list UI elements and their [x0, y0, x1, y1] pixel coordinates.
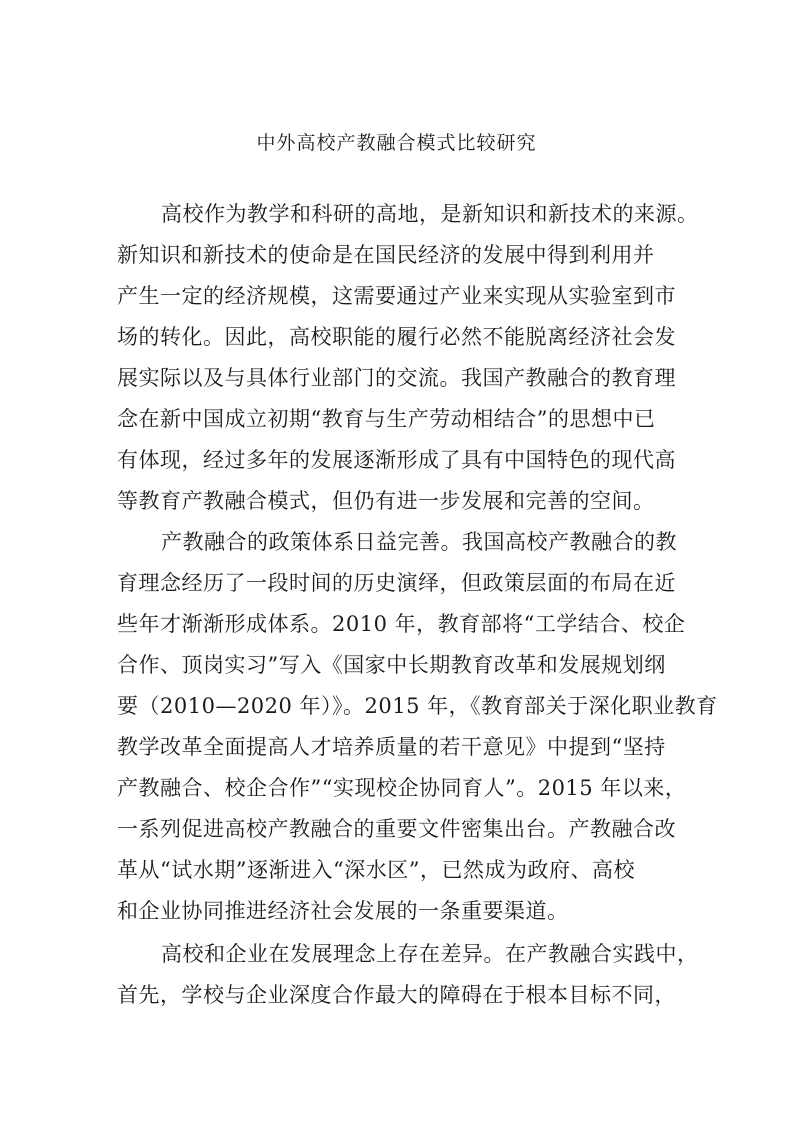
paragraph-line: 些年才渐渐形成体系。2010 年，教育部将“工学结合、校企	[117, 612, 686, 636]
paragraph-line: 和企业协同推进经济社会发展的一条重要渠道。	[117, 899, 569, 923]
paragraph-line: 一系列促进高校产教融合的重要文件密集出台。产教融合改	[117, 817, 676, 841]
paragraph-line: 等教育产教融合模式，但仍有进一步发展和完善的空间。	[117, 489, 655, 513]
paragraph-line: 要（2010—2020 年）》。2015 年，《教育部关于深化职业教育	[117, 694, 718, 718]
paragraph-line: 合作、顶岗实习”写入《国家中长期教育改革和发展规划纲	[117, 653, 666, 677]
paragraph-line: 高校作为教学和科研的高地，是新知识和新技术的来源。	[161, 202, 699, 226]
paragraph-line: 场的转化。因此，高校职能的履行必然不能脱离经济社会发	[117, 325, 676, 349]
paragraph-line: 展实际以及与具体行业部门的交流。我国产教融合的教育理	[117, 366, 676, 390]
document-title: 中外高校产教融合模式比较研究	[256, 132, 537, 154]
paragraph-line: 新知识和新技术的使命是在国民经济的发展中得到利用并	[117, 243, 655, 267]
paragraph-line: 产生一定的经济规模，这需要通过产业来实现从实验室到市	[117, 284, 676, 308]
paragraph-line: 首先，学校与企业深度合作最大的障碍在于根本目标不同，	[117, 983, 676, 1007]
paragraph-line: 有体现，经过多年的发展逐渐形成了具有中国特色的现代高	[117, 448, 676, 472]
paragraph-line: 革从“试水期”逐渐进入“深水区”，已然成为政府、高校	[117, 858, 635, 882]
paragraph-line: 教学改革全面提高人才培养质量的若干意见》中提到“坚持	[117, 735, 666, 759]
paragraph-line: 高校和企业在发展理念上存在差异。在产教融合实践中，	[161, 942, 699, 966]
paragraph-line: 产教融合的政策体系日益完善。我国高校产教融合的教	[161, 530, 677, 554]
paragraph-line: 产教融合、校企合作”“实现校企协同育人”。2015 年以来，	[117, 776, 687, 800]
paragraph-line: 念在新中国成立初期“教育与生产劳动相结合”的思想中已	[117, 407, 656, 431]
paragraph-line: 育理念经历了一段时间的历史演绎，但政策层面的布局在近	[117, 571, 676, 595]
